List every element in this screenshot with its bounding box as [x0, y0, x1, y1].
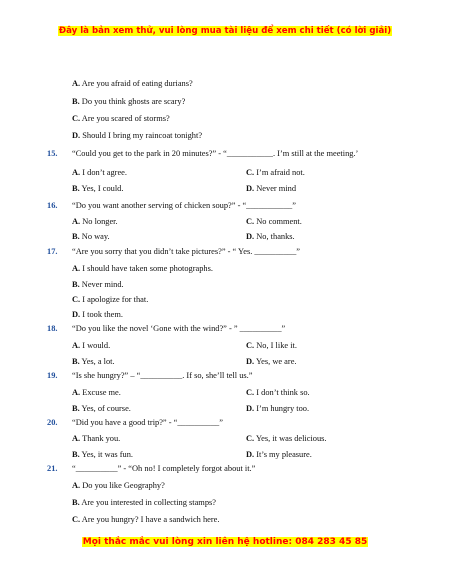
question-text: “Did you have a good trip?” - “__________”	[72, 418, 223, 427]
q20-option-b: B. Yes, it was fun.	[72, 450, 133, 459]
q16-option-b: B. No way.	[72, 232, 110, 241]
q14-option-b: B. Do you think ghosts are scary?	[72, 97, 186, 106]
q17-option-b: B. Never mind.	[72, 280, 124, 289]
q15-option-d: D. Never mind	[246, 184, 297, 193]
q15-option-a: A. I don’t agree.	[72, 168, 127, 177]
q16-option-d: D. No, thanks.	[246, 232, 295, 241]
q18-option-d: D. Yes, we are.	[246, 357, 297, 366]
preview-notice-banner	[0, 26, 450, 36]
q15-option-c: C. I’m afraid not.	[246, 168, 305, 177]
q21-option-b: B. Are you interested in collecting stamps?	[72, 498, 216, 507]
q14-option-a: A. Are you afraid of eating durians?	[72, 79, 193, 88]
q19-option-d: D. I’m hungry too.	[246, 404, 310, 413]
question-number: 21.	[47, 464, 58, 473]
q21-option-c: C. Are you hungry? I have a sandwich here.	[72, 515, 220, 524]
q20-option-c: C. Yes, it was delicious.	[246, 434, 327, 443]
q14-option-c: C. Are you scared of storms?	[72, 114, 170, 123]
q19-option-a: A. Excuse me.	[72, 388, 121, 397]
q20-option-a: A. Thank you.	[72, 434, 121, 443]
question-number: 19.	[47, 371, 58, 380]
q17-option-d: D. I took them.	[72, 310, 123, 319]
q17-option-a: A. I should have taken some photographs.	[72, 264, 213, 273]
question-text: “Are you sorry that you didn’t take pictures?” - “ Yes. __________”	[72, 247, 301, 256]
question-number: 17.	[47, 247, 58, 256]
q19-option-b: B. Yes, of course.	[72, 404, 131, 413]
question-number: 16.	[47, 201, 58, 210]
question-text: “Do you like the novel ‘Gone with the wind?” - ” __________”	[72, 324, 286, 333]
question-text: “Is she hungry?” – “__________. If so, she’ll tell us.”	[72, 371, 253, 380]
q19-option-c: C. I don’t think so.	[246, 388, 310, 397]
question-number: 15.	[47, 149, 58, 158]
q16-option-a: A. No longer.	[72, 217, 118, 226]
question-text: “__________” - “Oh no! I completely forgot about it.”	[72, 464, 256, 473]
q18-option-c: C. No, I like it.	[246, 341, 297, 350]
q17-option-c: C. I apologize for that.	[72, 295, 149, 304]
preview-notice-text: Đây là bản xem thử, vui lòng mua tài liệu để xem chi tiết (có lời giải)	[58, 26, 392, 36]
q15-option-b: B. Yes, I could.	[72, 184, 124, 193]
q21-option-a: A. Do you like Geography?	[72, 481, 165, 490]
q18-option-b: B. Yes, a lot.	[72, 357, 115, 366]
question-number: 18.	[47, 324, 58, 333]
q18-option-a: A. I would.	[72, 341, 111, 350]
hotline-text: Mọi thắc mắc vui lòng xin liên hệ hotline: 084 283 45 85	[82, 537, 368, 547]
q14-option-d: D. Should I bring my raincoat tonight?	[72, 131, 203, 140]
question-text: “Could you get to the park in 20 minutes?” - “___________. I’m still at the meeting.’	[72, 149, 359, 158]
question-text: “Do you want another serving of chicken soup?” - “___________”	[72, 201, 296, 210]
q16-option-c: C. No comment.	[246, 217, 302, 226]
q20-option-d: D. It’s my pleasure.	[246, 450, 312, 459]
hotline-footer-banner	[0, 537, 450, 547]
question-number: 20.	[47, 418, 58, 427]
